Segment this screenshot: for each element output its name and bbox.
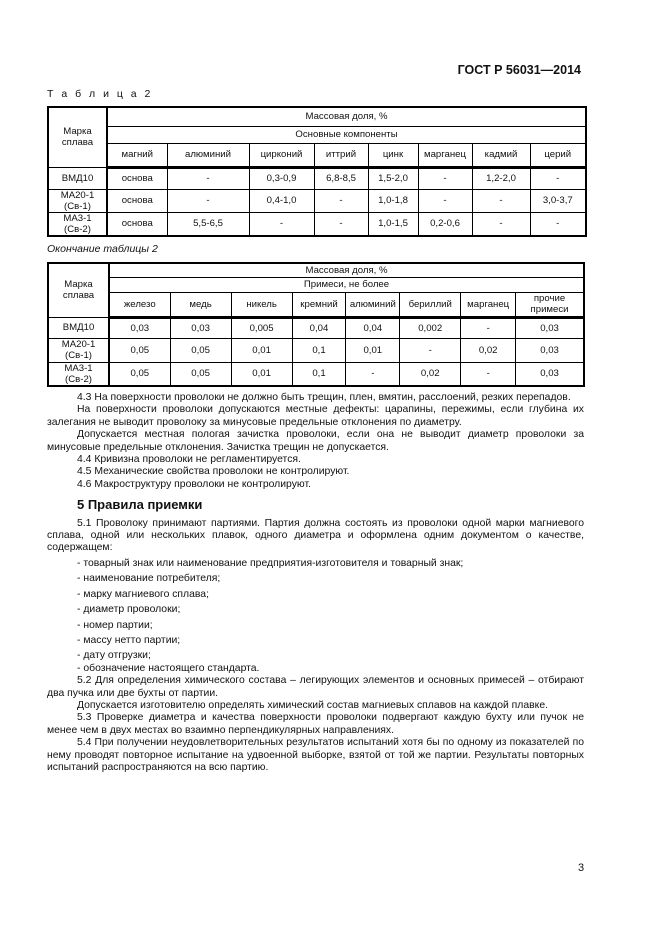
cell: - bbox=[418, 189, 472, 212]
cell: 0,002 bbox=[400, 317, 461, 338]
column-header: кремний bbox=[292, 292, 346, 317]
document-code: ГОСТ Р 56031—2014 bbox=[457, 63, 581, 77]
column-header: прочие примеси bbox=[516, 292, 584, 317]
cell: - bbox=[346, 362, 400, 386]
column-header: медь bbox=[170, 292, 231, 317]
cell: - bbox=[418, 167, 472, 189]
section-5-title: 5 Правила приемки bbox=[77, 497, 203, 513]
cell: 0,05 bbox=[170, 338, 231, 362]
subgroup-header: Примеси, не более bbox=[109, 277, 584, 292]
cell: 0,005 bbox=[231, 317, 292, 338]
cell: основа bbox=[107, 212, 167, 236]
column-header: магний bbox=[107, 143, 167, 167]
table-caption: Т а б л и ц а 2 bbox=[47, 88, 153, 100]
paragraph-4-4: 4.4 Кривизна проволоки не регламентируется. bbox=[77, 454, 301, 466]
list-item: - массу нетто партии; bbox=[77, 634, 181, 646]
cell: 0,02 bbox=[400, 362, 461, 386]
group-header: Массовая доля, % bbox=[107, 107, 586, 126]
cell: основа bbox=[107, 167, 167, 189]
cell: - bbox=[461, 362, 516, 386]
cell: 1,0-1,5 bbox=[368, 212, 418, 236]
column-header: алюминий bbox=[346, 292, 400, 317]
cell: 0,02 bbox=[461, 338, 516, 362]
cell: 1,0-1,8 bbox=[368, 189, 418, 212]
alloy-mark: МА3-1 (Св-2) bbox=[48, 212, 107, 236]
composition-table-main bbox=[47, 106, 587, 237]
table-continuation-caption: Окончание таблицы 2 bbox=[47, 243, 158, 255]
alloy-mark: МА20-1 (Св-1) bbox=[48, 189, 107, 212]
column-header-mark: Марка сплава bbox=[48, 263, 109, 317]
cell: 0,04 bbox=[292, 317, 346, 338]
column-header: марганец bbox=[461, 292, 516, 317]
alloy-mark: МА20-1 (Св-1) bbox=[48, 338, 109, 362]
cell: 0,03 bbox=[516, 317, 584, 338]
cell: 0,3-0,9 bbox=[249, 167, 314, 189]
column-header: бериллий bbox=[400, 292, 461, 317]
paragraph-5-2: 5.2 Для определения химического состава – легирующих элементов и основных примесей – отбирают два пучка или две бухты от партии. bbox=[47, 675, 584, 699]
cell: 0,4-1,0 bbox=[249, 189, 314, 212]
body-text bbox=[47, 392, 584, 774]
cell: - bbox=[472, 189, 530, 212]
paragraph-5-4: 5.4 При получении неудовлетворительных результатов испытаний хотя бы по одному из показателей по нему проводят повторное испытание на удвоенной выборке, взятой от той же партии. Результаты повторных испытаний распространяются на всю партию. bbox=[47, 737, 584, 773]
list-item: - номер партии; bbox=[77, 619, 153, 631]
paragraph-4-3-cleaning: Допускается местная пологая зачистка проволоки, если она не выводит диаметр проволоки за минусовые предельные отклонения. Зачистка трещин не допускается. bbox=[47, 429, 584, 453]
table-row bbox=[48, 362, 584, 386]
table-row bbox=[48, 317, 584, 338]
cell: 5,5-6,5 bbox=[167, 212, 249, 236]
paragraph-5-1: 5.1 Проволоку принимают партиями. Партия должна состоять из проволоки одной марки магниевого сплава, одной или нескольких плавок, одного диаметра и оформлена одним документом о качестве, содержащем: bbox=[47, 517, 584, 554]
cell: 0,04 bbox=[346, 317, 400, 338]
cell: 0,03 bbox=[109, 317, 170, 338]
cell: - bbox=[167, 189, 249, 212]
alloy-mark: ВМД10 bbox=[48, 317, 109, 338]
cell: - bbox=[530, 167, 586, 189]
paragraph-4-3-defects: На поверхности проволоки допускаются местные дефекты: царапины, пережимы, если глубина их залегания не выводит проволоку за минусовые предельные отклонения по диаметру. bbox=[47, 404, 584, 428]
cell: - bbox=[400, 338, 461, 362]
subgroup-header: Основные компоненты bbox=[107, 126, 586, 143]
cell: - bbox=[314, 189, 368, 212]
table-row bbox=[48, 189, 586, 212]
cell: 0,03 bbox=[516, 338, 584, 362]
alloy-mark: ВМД10 bbox=[48, 167, 107, 189]
table-row bbox=[48, 338, 584, 362]
list-item: - диаметр проволоки; bbox=[77, 604, 181, 616]
column-header: алюминий bbox=[167, 143, 249, 167]
column-header: цинк bbox=[368, 143, 418, 167]
table-row bbox=[48, 212, 586, 236]
alloy-mark: МА3-1 (Св-2) bbox=[48, 362, 109, 386]
cell: 0,05 bbox=[109, 362, 170, 386]
list-item: - обозначение настоящего стандарта. bbox=[77, 662, 260, 674]
cell: 0,03 bbox=[516, 362, 584, 386]
cell: 0,1 bbox=[292, 362, 346, 386]
column-header: никель bbox=[231, 292, 292, 317]
cell: основа bbox=[107, 189, 167, 212]
cell: 0,01 bbox=[231, 362, 292, 386]
cell: 0,01 bbox=[346, 338, 400, 362]
list-item: - дату отгрузки; bbox=[77, 650, 151, 662]
group-header: Массовая доля, % bbox=[109, 263, 584, 277]
column-header: иттрий bbox=[314, 143, 368, 167]
paragraph-4-3: 4.3 На поверхности проволоки не должно быть трещин, плен, вмятин, расслоений, резких перепадов. bbox=[77, 392, 571, 403]
cell: - bbox=[167, 167, 249, 189]
column-header: кадмий bbox=[472, 143, 530, 167]
paragraph-4-6: 4.6 Макроструктуру проволоки не контролируют. bbox=[77, 478, 311, 490]
cell: 0,03 bbox=[170, 317, 231, 338]
cell: 0,1 bbox=[292, 338, 346, 362]
column-header: марганец bbox=[418, 143, 472, 167]
cell: - bbox=[249, 212, 314, 236]
page-number: 3 bbox=[578, 862, 585, 874]
cell: - bbox=[472, 212, 530, 236]
column-header: железо bbox=[109, 292, 170, 317]
cell: 3,0-3,7 bbox=[530, 189, 586, 212]
column-header: церий bbox=[530, 143, 586, 167]
paragraph-5-2-note: Допускается изготовителю определять химический состав магниевых сплавов на каждой плавке. bbox=[77, 699, 548, 711]
table-row bbox=[48, 167, 586, 189]
cell: 0,05 bbox=[170, 362, 231, 386]
list-item: - наименование потребителя; bbox=[77, 573, 221, 585]
cell: 0,05 bbox=[109, 338, 170, 362]
cell: 6,8-8,5 bbox=[314, 167, 368, 189]
composition-table-impurities bbox=[47, 262, 585, 387]
column-header: цирконий bbox=[249, 143, 314, 167]
cell: 0,2-0,6 bbox=[418, 212, 472, 236]
paragraph-5-3: 5.3 Проверке диаметра и качества поверхности проволоки подвергают каждую бухту или пучок не менее чем в двух местах во взаимно перпендикулярных направлениях. bbox=[47, 712, 584, 736]
cell: 1,5-2,0 bbox=[368, 167, 418, 189]
list-item: - товарный знак или наименование предприятия-изготовителя и товарный знак; bbox=[77, 557, 464, 569]
cell: 0,01 bbox=[231, 338, 292, 362]
cell: - bbox=[530, 212, 586, 236]
cell: - bbox=[461, 317, 516, 338]
cell: 1,2-2,0 bbox=[472, 167, 530, 189]
column-header-mark: Марка сплава bbox=[48, 107, 107, 167]
paragraph-4-5: 4.5 Механические свойства проволоки не контролируют. bbox=[77, 466, 350, 478]
cell: - bbox=[314, 212, 368, 236]
list-item: - марку магниевого сплава; bbox=[77, 588, 209, 600]
